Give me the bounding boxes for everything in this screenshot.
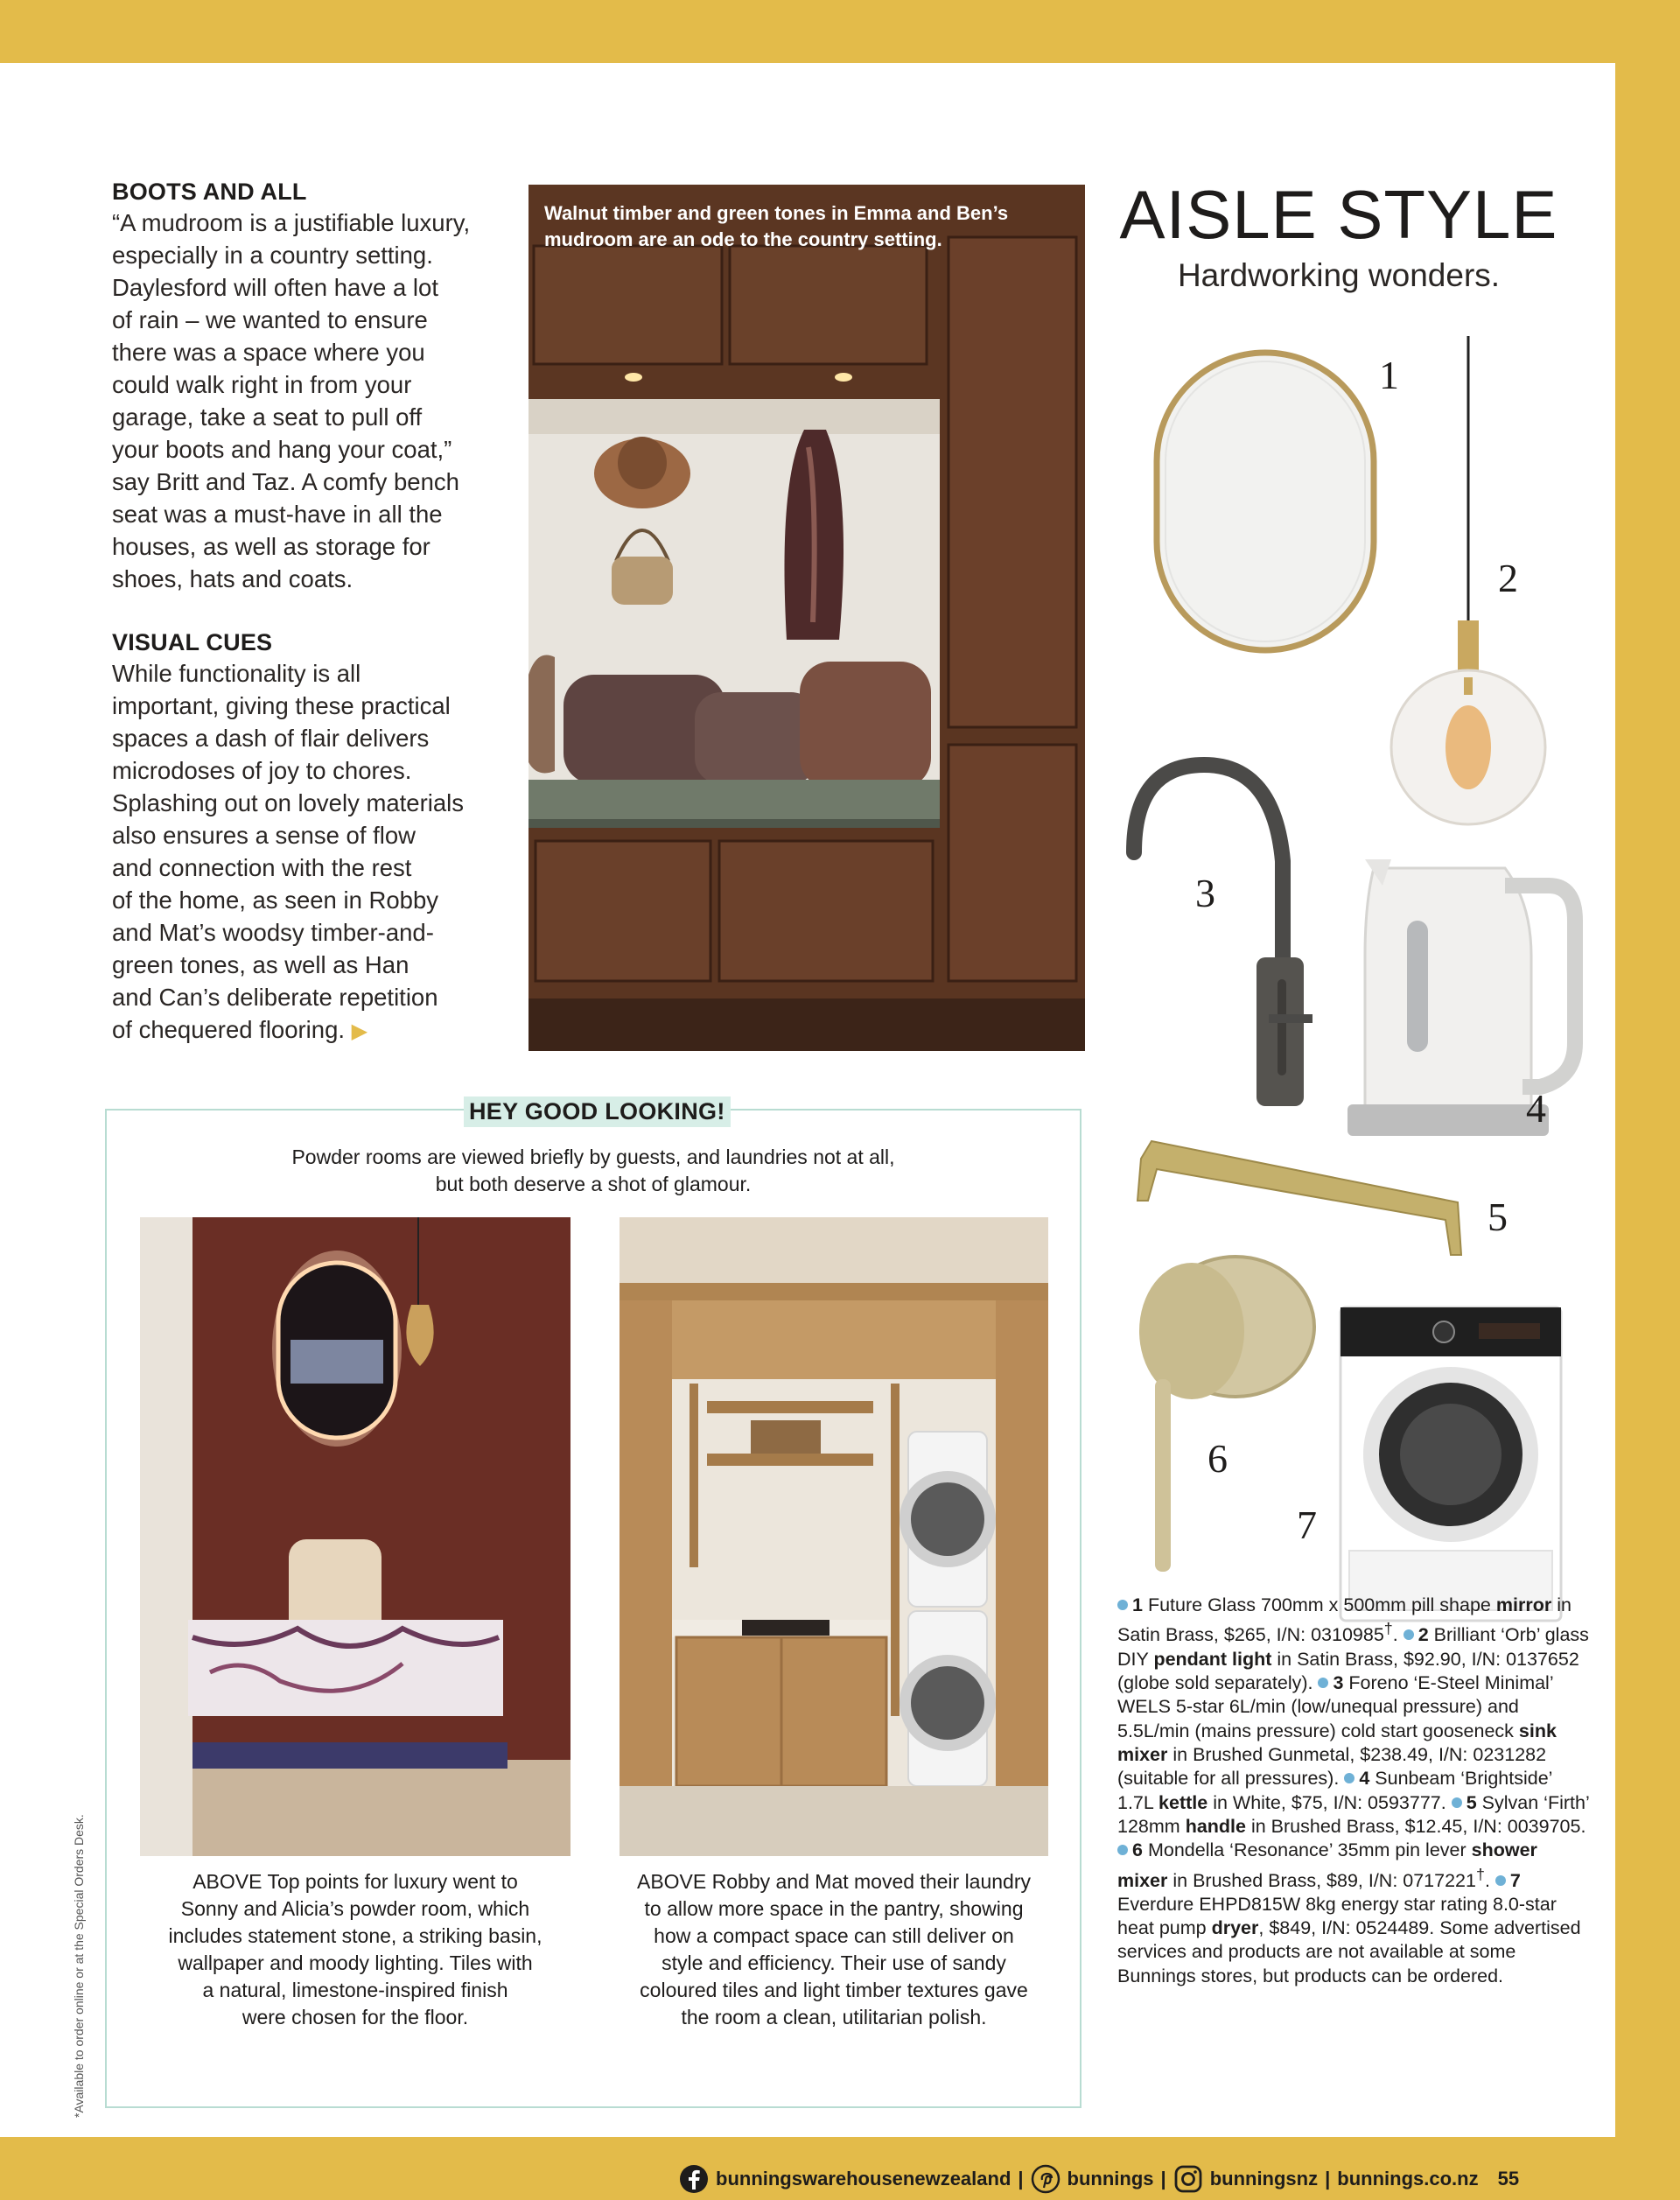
powder-room-caption [140,1868,570,2031]
caption-lead: ABOVE [192,1870,262,1893]
bullet-dot-icon [1318,1678,1328,1688]
pinterest-icon[interactable] [1031,2164,1060,2194]
text-line [112,1013,497,1047]
boots-paragraph [112,207,497,595]
text-line: of rain – we wanted to ensure [112,306,428,333]
entry-end: . [1484,1869,1490,1891]
entry-end: . [1392,1624,1398,1646]
entry-item: pendant light [1153,1648,1272,1670]
separator: | [1325,2168,1331,2189]
separator: | [1018,2168,1024,2189]
text-line: microdoses of joy to chores. [112,757,412,784]
caption-line: style and efficiency. Their use of sandy [662,1951,1006,1974]
bullet-dot-icon [1404,1629,1414,1640]
entry-number: 4 [1359,1768,1370,1790]
end-triangle-icon: ▶ [351,1019,368,1043]
caption-line: to allow more space in the pantry, showing [644,1897,1024,1920]
entry-details: in White, $75, I/N: 0593777. [1213,1791,1446,1813]
text-line: green tones, as well as Han [112,951,410,978]
separator: | [1160,2168,1166,2189]
visual-cues-heading: VISUAL CUES [112,629,273,655]
entry-details: in Brushed Brass, $89, I/N: 0717221 [1172,1869,1476,1891]
entry-number: 5 [1466,1791,1477,1813]
entry-text: Sunbeam ‘Brightside’ 1.7L [1117,1768,1552,1813]
laundry-illustration [620,1217,1048,1856]
text-line: there was a space where you [112,339,425,366]
caption-text: Robby and Mat moved their laundry [711,1870,1032,1893]
text-line: say Britt and Taz. A comfy bench [112,468,459,495]
product-number: 4 [1526,1086,1546,1131]
text-line: houses, as well as storage for [112,533,430,560]
entry-number: 6 [1132,1839,1143,1861]
box-intro [107,1144,1080,1198]
intro-line: but both deserve a shot of glamour. [435,1173,752,1195]
product-number: 2 [1498,556,1518,600]
intro-line: Powder rooms are viewed briefly by guests, and laundries not at all, [291,1146,895,1168]
instagram-link[interactable]: bunningsnz [1209,2168,1319,2189]
product-number: 3 [1195,871,1215,915]
text-line-end: of chequered flooring. [112,1016,346,1043]
aisle-style-title: AISLE STYLE [1119,176,1558,253]
pendant-light-image [1372,336,1564,826]
product-entry: 7 Everdure EHPD815W 8kg energy star rating 8.0-star heat pump dryer, $849, I/N: 0524489. [1117,1869,1557,1939]
text-line: “A mudroom is a justifiable luxury, [112,209,471,236]
social-footer [679,2161,1519,2196]
magazine-page [0,63,1615,2189]
entry-item: shower mixer [1117,1839,1537,1891]
product-number: 7 [1297,1503,1317,1547]
caption-line [140,1868,570,1895]
sink-mixer-image [1124,756,1334,1115]
text-line: of the home, as seen in Robby [112,886,439,914]
caption-lead: ABOVE [636,1870,707,1893]
powder-room-photo [140,1217,570,1856]
boots-heading: BOOTS AND ALL [112,179,307,205]
text-line: and connection with the rest [112,854,412,881]
caption-line: coloured tiles and light timber textures gave [640,1979,1028,2001]
instagram-icon[interactable] [1173,2164,1203,2194]
entry-text: Brilliant ‘Orb’ glass DIY [1117,1624,1589,1670]
mudroom-illustration [528,185,1085,1051]
caption-line: were chosen for the floor. [242,2006,469,2028]
powder-room-illustration [140,1217,570,1856]
entry-item: handle [1185,1815,1246,1837]
hero-caption [544,200,1052,253]
bullet-dot-icon [1117,1845,1128,1855]
laundry-caption [611,1868,1057,2031]
bullet-dot-icon [1117,1600,1128,1610]
heat-pump-dryer-image [1339,1306,1563,1622]
bullet-dot-icon [1344,1773,1354,1783]
entry-details: in Satin Brass, $265, I/N: 0310985 [1117,1594,1572,1646]
entry-details: in Brushed Gunmetal, $238.49, I/N: 0231282 (suitable for all pressures). [1117,1743,1547,1790]
mudroom-photo [528,185,1085,1051]
entry-item: kettle [1158,1791,1208,1813]
text-line: your boots and hang your coat,” [112,436,452,463]
text-line: Daylesford will often have a lot [112,274,438,301]
entry-number: 7 [1509,1869,1521,1891]
laundry-photo [620,1217,1048,1856]
bullet-dot-icon [1452,1797,1462,1808]
feature-box [105,1098,1082,2108]
entry-details: $849, I/N: 0524489. [1269,1917,1435,1939]
left-column [112,177,497,1047]
caption-line: a natural, limestone-inspired finish [202,1979,508,2001]
pill-mirror-image [1152,347,1379,655]
entry-text: Foreno ‘E-Steel Minimal’ WELS 5-star 6L/min (low/unequal pressure) and 5.5L/min (mains pressure) cold start gooseneck [1117,1672,1553,1741]
product-list [1117,1594,1590,1988]
text-line: While functionality is all [112,660,361,687]
text-line: shoes, hats and coats. [112,565,354,592]
text-line: and Mat’s woodsy timber-and- [112,919,434,946]
facebook-icon[interactable] [679,2164,709,2194]
caption-text: Top points for luxury went to [267,1870,518,1893]
caption-line: Sonny and Alicia’s powder room, which [180,1897,530,1920]
entry-text: Everdure EHPD815W 8kg energy star rating 8.0-star heat pump [1117,1893,1557,1939]
bullet-dot-icon [1495,1875,1506,1886]
entry-number: 2 [1418,1624,1429,1646]
drawer-handle-image [1130,1132,1472,1264]
entry-details: in Satin Brass, $92.90, I/N: 0137652 (globe sold separately). [1117,1648,1579,1694]
text-line: garage, take a seat to pull off [112,403,423,431]
text-line: Splashing out on lovely materials [112,789,465,816]
visual-cues-paragraph [112,657,497,1047]
entry-text: Future Glass 700mm x 500mm pill shape [1147,1594,1491,1615]
aisle-style-subtitle: Hardworking wonders. [1177,257,1501,293]
text-line: seat was a must-have in all the [112,501,443,528]
entry-number: 3 [1333,1672,1344,1694]
entry-number: 1 [1132,1594,1143,1615]
text-line: especially in a country setting. [112,242,433,269]
caption-line: the room a clean, utilitarian polish. [681,2006,987,2028]
disclaimer: Some advertised services and products are not available at some Bunnings stores, but products can be ordered. [1117,1917,1581,1986]
text-line: important, giving these practical [112,692,451,719]
entry-text: Sylvan ‘Firth’ 128mm [1117,1791,1589,1837]
caption-line: mudroom are an ode to the country setting. [544,228,942,250]
caption-line: how a compact space can still deliver on [654,1924,1014,1947]
entry-item: mirror [1495,1594,1552,1615]
text-line: could walk right in from your [112,371,412,398]
box-heading: HEY GOOD LOOKING! [464,1096,731,1127]
text-line: and Can’s deliberate repetition [112,984,438,1011]
caption-line: includes statement stone, a striking basin, [168,1924,542,1947]
product-number: 5 [1488,1195,1508,1239]
website-link[interactable]: bunnings.co.nz [1337,2168,1479,2189]
product-number: 6 [1208,1436,1228,1481]
product-number: 1 [1379,353,1399,397]
entry-item: dryer [1211,1917,1259,1939]
shower-mixer-image [1113,1248,1323,1580]
facebook-link[interactable]: bunningswarehousenewzealand [716,2168,1012,2189]
special-orders-note: *Available to order online or at the Special Orders Desk. [72,1814,86,2118]
text-line: also ensures a sense of flow [112,822,416,849]
entry-text: Mondella ‘Resonance’ 35mm pin lever [1147,1839,1466,1861]
dagger-mark: † [1383,1620,1393,1638]
entry-item: sink mixer [1117,1720,1557,1765]
text-line: spaces a dash of flair delivers [112,725,430,752]
page-number: 55 [1497,2168,1520,2189]
caption-line: Walnut timber and green tones in Emma and Ben’s [544,202,1009,224]
caption-line [611,1868,1057,1895]
pinterest-link[interactable]: bunnings [1067,2168,1154,2189]
caption-line: wallpaper and moody lighting. Tiles with [178,1951,533,1974]
dagger-mark: † [1475,1865,1485,1883]
entry-details: in Brushed Brass, $12.45, I/N: 0039705. [1250,1815,1586,1837]
product-entry [1117,1839,1537,1890]
